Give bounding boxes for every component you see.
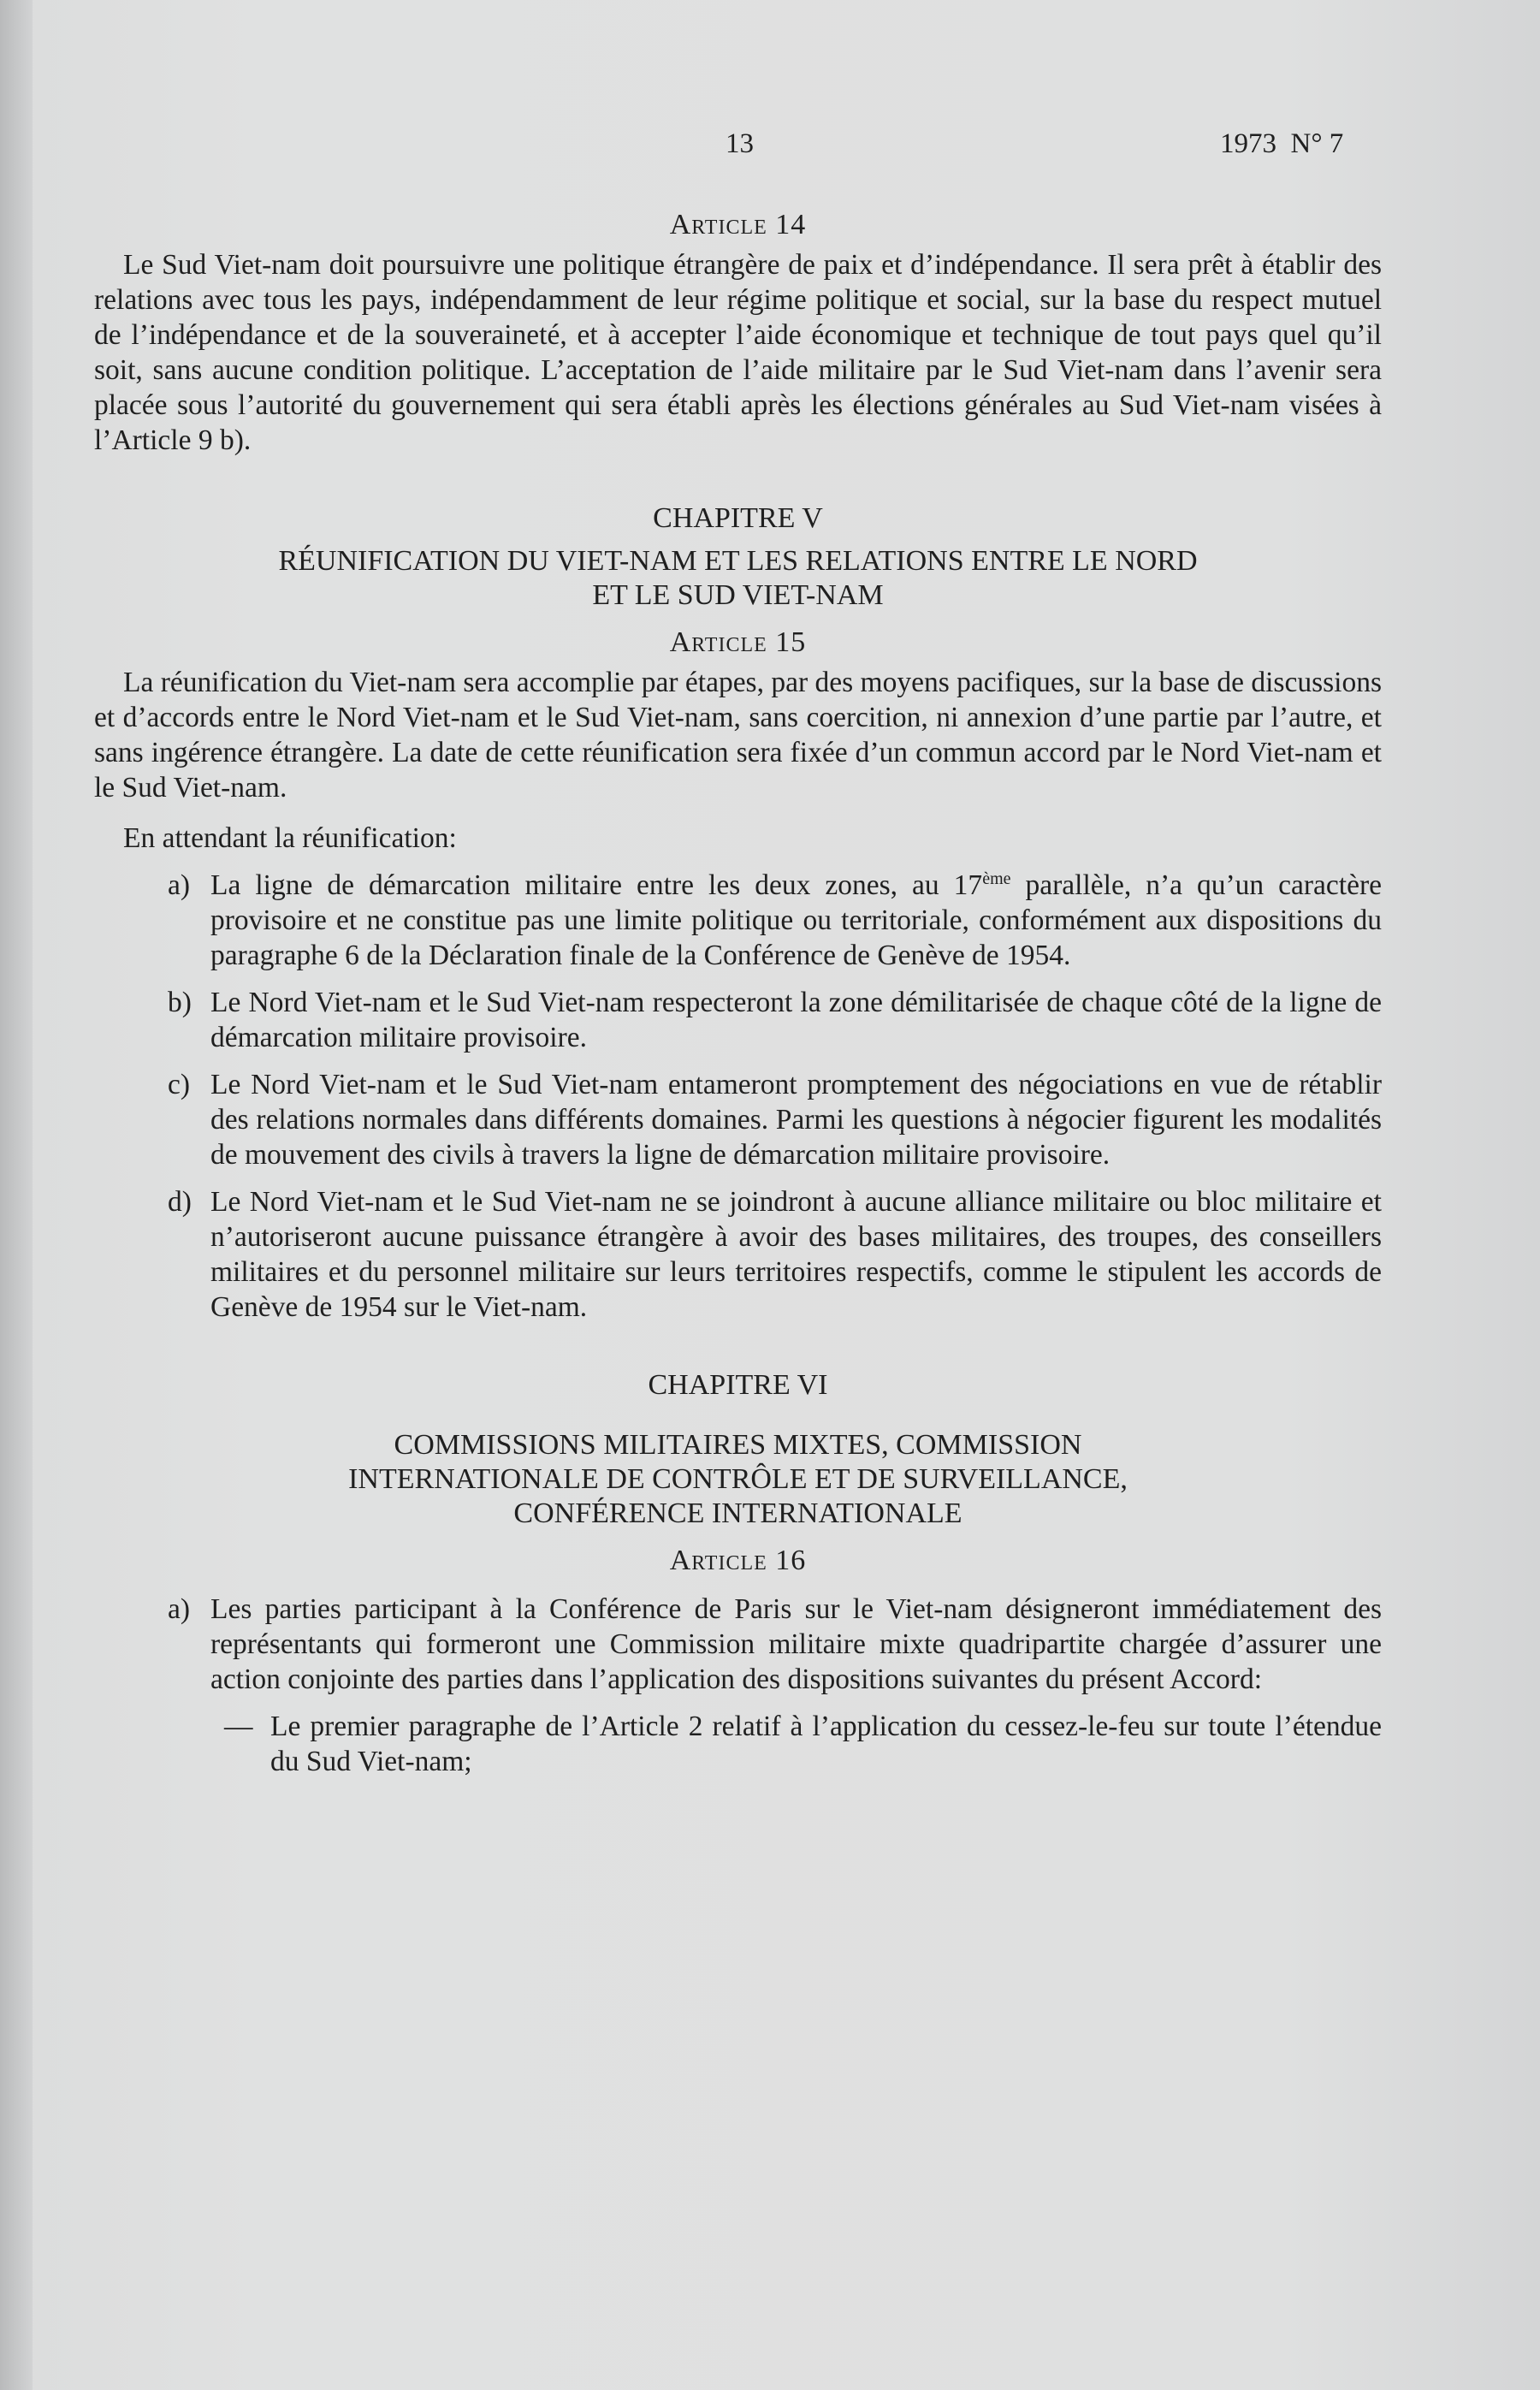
item-label: c)	[168, 1069, 191, 1100]
article-15-item-d	[94, 1184, 1382, 1325]
chapter-6-subtitle-line-1: COMMISSIONS MILITAIRES MIXTES, COMMISSION	[394, 1429, 1082, 1461]
dash-item-text: Le premier paragraphe de l’Article 2 relatif à l’application du cessez-le-feu sur toute l’étendue du Sud Viet-nam;	[270, 1711, 1382, 1777]
item-text	[210, 868, 1382, 973]
chapter-6-subtitle	[94, 1428, 1382, 1531]
item-label: b)	[168, 987, 192, 1018]
article-14-title: Article 14	[669, 209, 807, 240]
item-text-part: parallèle, n’a qu’un caractère provisoire et ne constitue pas une limite politique ou territoriale, conformément aux dispositions du paragraphe 6 de la Déclaration finale de la Conférence de Genève de 1954.	[210, 869, 1382, 971]
chapter-5-subtitle	[94, 544, 1382, 613]
chapter-5-title: CHAPITRE V	[653, 502, 823, 534]
chapter-6-title: CHAPITRE VI	[648, 1369, 828, 1401]
dash-label: —	[224, 1711, 253, 1742]
item-label: a)	[168, 869, 191, 901]
item-text-part: La ligne de démarcation militaire entre les deux zones, au 17	[210, 869, 983, 901]
chapter-5-subtitle-line-1: RÉUNIFICATION DU VIET-NAM ET LES RELATIONS ENTRE LE NORD	[278, 545, 1198, 577]
page-body	[94, 199, 1382, 1779]
chapter-5-subtitle-line-2: ET LE SUD VIET-NAM	[592, 579, 884, 611]
article-15-text: La réunification du Viet-nam sera accomplie par étapes, par des moyens pacifiques, sur la base de discussions et d’accords entre le Nord Viet-nam et le Sud Viet-nam, sans coercition, ni annexion d’une partie par l’autre, et sans ingérence étrangère. La date de cette réunification sera fixée d’un commun accord par le Nord Viet-nam et le Sud Viet-nam.	[94, 667, 1382, 804]
article-14-text: Le Sud Viet-nam doit poursuivre une politique étrangère de paix et d’indépendance. Il sera prêt à établir des relations avec tous les pays, indépendamment de leur régime politique et social, sur la base du respect mutuel de l’indépendance et de la souveraineté, et à accepter l’aide économique et technique de tout pays quel qu’il soit, sans aucune condition politique. L’acceptation de l’aide militaire par le Sud Viet-nam dans l’avenir sera placée sous l’autorité du gouvernement qui sera établi après les élections générales au Sud Viet-nam visées à l’Article 9 b).	[94, 249, 1382, 456]
article-16-dash-item	[94, 1709, 1382, 1779]
item-text: Les parties participant à la Conférence de Paris sur le Viet-nam désigneront immédiatement des représentants qui formeront une Commission militaire mixte quadripartite chargée d’assurer une action conjointe des parties dans l’application des dispositions suivantes du présent Accord:	[210, 1593, 1382, 1695]
item-text: Le Nord Viet-nam et le Sud Viet-nam ne se joindront à aucune alliance militaire ou bloc militaire et n’autoriseront aucune puissance étrangère à avoir des bases militaires, des troupes, des conseillers militaires et du personnel militaire sur leurs territoires respectifs, comme le stipulent les accords de Genève de 1954 sur le Viet-nam.	[210, 1186, 1382, 1323]
article-16-item-a	[94, 1592, 1382, 1697]
chapter-6-subtitle-line-2: INTERNATIONALE DE CONTRÔLE ET DE SURVEILLANCE,	[348, 1463, 1128, 1495]
superscript: ème	[982, 869, 1011, 888]
article-16-title: Article 16	[669, 1545, 807, 1576]
item-label: d)	[168, 1186, 192, 1218]
article-15-title: Article 15	[669, 626, 807, 658]
article-15-intro: En attendant la réunification:	[123, 822, 457, 854]
page-number: 13	[726, 128, 754, 159]
item-label: a)	[168, 1593, 191, 1625]
article-15-item-c	[94, 1067, 1382, 1172]
item-text: Le Nord Viet-nam et le Sud Viet-nam respecteront la zone démilitarisée de chaque côté de la ligne de démarcation militaire provisoire.	[210, 987, 1382, 1053]
article-15-item-b	[94, 985, 1382, 1055]
binding-edge	[0, 0, 33, 2390]
item-text: Le Nord Viet-nam et le Sud Viet-nam entameront promptement des négociations en vue de rétablir des relations normales dans différents domaines. Parmi les questions à négocier figurent les modalités de mouvement des civils à travers la ligne de démarcation militaire provisoire.	[210, 1069, 1382, 1171]
chapter-6-subtitle-line-3: CONFÉRENCE INTERNATIONALE	[513, 1497, 962, 1529]
article-15-item-a	[94, 868, 1382, 973]
year-issue-number: 1973 N° 7	[1220, 128, 1344, 159]
